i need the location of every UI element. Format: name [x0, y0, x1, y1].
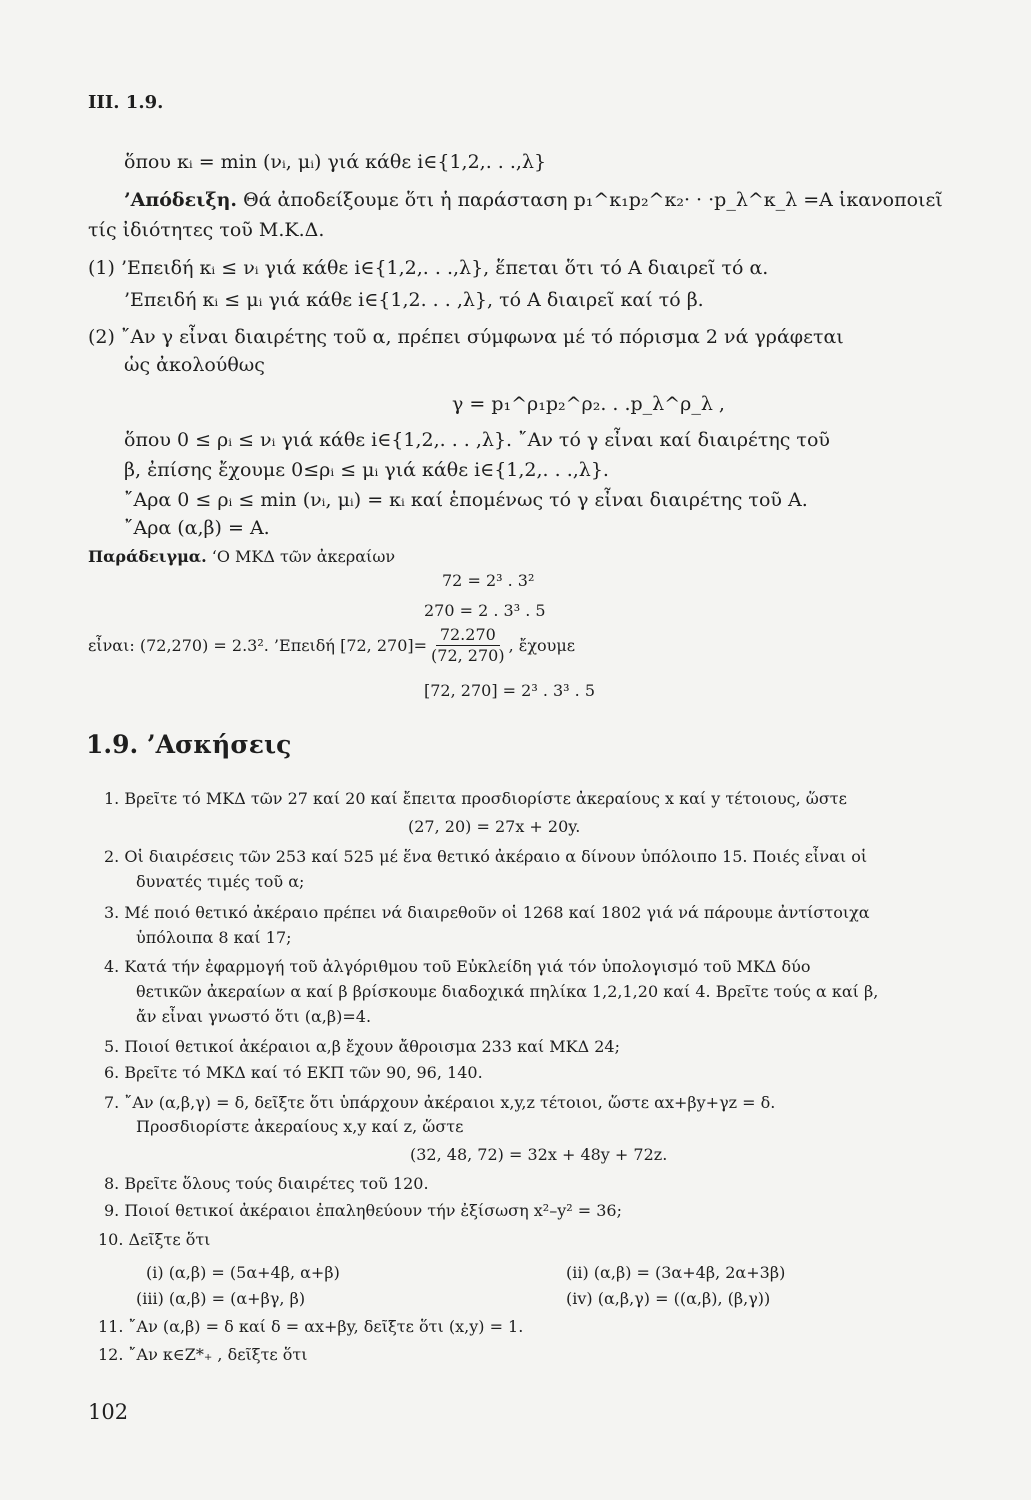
fraction-numerator: 72.270	[436, 625, 500, 646]
exercise-2a: 2. Οἱ διαιρέσεις τῶν 253 καί 525 μέ ἕνα θετικό ἀκέραιο α δίνουν ὑπόλοιπο 15. Ποιές εἶναι οἱ	[104, 847, 868, 866]
proof-step-2a: (2) ῎Αν γ εἶναι διαιρέτης τοῦ α, πρέπει σύμφωνα μέ τό πόρισμα 2 νά γράφεται	[88, 326, 844, 348]
running-head: III. 1.9.	[88, 92, 164, 113]
exercise-6: 6. Βρεῖτε τό MKΔ καί τό EKΠ τῶν 90, 96, 140.	[104, 1063, 483, 1082]
exercise-1: 1. Βρεῖτε τό MKΔ τῶν 27 καί 20 καί ἔπειτα προσδιορίστε ἀκεραίους x καί y τέτοιους, ὥστε	[104, 789, 847, 808]
exercise-2b: δυνατές τιμές τοῦ α;	[136, 872, 305, 891]
exercise-10-i: (i) (α,β) = (5α+4β, α+β)	[146, 1263, 340, 1282]
proof-step-1a: (1) ’Επειδή κᵢ ≤ νᵢ γιά κάθε i∈{1,2,. . .,λ}, ἕπεται ὅτι τό A διαιρεῖ τό α.	[88, 257, 769, 279]
exercise-3b: ὑπόλοιπα 8 καί 17;	[136, 928, 292, 947]
exercise-12: 12. ῎Αν κ∈Z*₊ , δεῖξτε ὅτι	[98, 1345, 308, 1364]
proof-step-2c: ὅπου 0 ≤ ρᵢ ≤ νᵢ γιά κάθε i∈{1,2,. . . ,λ}. ῎Αν τό γ εἶναι καί διαιρέτης τοῦ	[124, 429, 830, 451]
example-result-line	[88, 625, 575, 666]
proof-step-2d: β, ἐπίσης ἔχουμε 0≤ρᵢ ≤ μᵢ γιά κάθε i∈{1,2,. . .,λ}.	[124, 459, 609, 481]
exercise-4c: ἄν εἶναι γνωστό ὅτι (α,β)=4.	[136, 1007, 372, 1026]
proof-label: ’Απόδειξη.	[124, 189, 238, 211]
exercise-10-ii: (ii) (α,β) = (3α+4β, 2α+3β)	[566, 1263, 786, 1282]
example-result-suffix: , ἔχουμε	[508, 636, 576, 655]
exercise-11: 11. ῎Αν (α,β) = δ καί δ = αx+βy, δεῖξτε ὅτι (x,y) = 1.	[98, 1317, 524, 1336]
exercise-7a: 7. ῎Αν (α,β,γ) = δ, δεῖξτε ὅτι ὑπάρχουν ἀκέραιοι x,y,z τέτοιοι, ὥστε αx+βy+γz = δ.	[104, 1093, 776, 1112]
example-eq-270: 270 = 2 . 3³ . 5	[424, 601, 546, 620]
proof-step-2b: ὡς ἀκολούθως	[124, 354, 265, 376]
page-number: 102	[88, 1400, 129, 1424]
exercise-5: 5. Ποιοί θετικοί ἀκέραιοι α,β ἔχουν ἄθροισμα 233 καί MKΔ 24;	[104, 1037, 620, 1056]
exercise-9: 9. Ποιοί θετικοί ἀκέραιοι ἐπαληθεύουν τήν ἐξίσωση x²–y² = 36;	[104, 1201, 622, 1220]
exercise-1-eq: (27, 20) = 27x + 20y.	[408, 817, 581, 836]
exercise-7b: Προσδιορίστε ἀκεραίους x,y καί z, ὥστε	[136, 1117, 464, 1136]
example-intro	[88, 546, 395, 567]
proof-text-cont: τίς ἰδιότητες τοῦ M.K.Δ.	[88, 219, 325, 241]
fraction-denominator: (72, 270)	[431, 646, 505, 665]
example-fraction	[427, 625, 509, 666]
proof-step-2f: ῎Αρα (α,β) = A.	[124, 517, 270, 539]
exercise-4a: 4. Κατά τήν ἐφαρμογή τοῦ ἀλγόριθμου τοῦ Εὐκλείδη γιά τόν ὑπολογισμό τοῦ MKΔ δύο	[104, 957, 811, 976]
proof-where-line: ὅπου κᵢ = min (νᵢ, μᵢ) γιά κάθε i∈{1,2,. . .,λ}	[124, 151, 547, 173]
exercise-8: 8. Βρεῖτε ὅλους τούς διαιρέτες τοῦ 120.	[104, 1174, 429, 1193]
proof-step-1b: ’Επειδή κᵢ ≤ μᵢ γιά κάθε i∈{1,2. . . ,λ}, τό A διαιρεῖ καί τό β.	[124, 289, 704, 311]
example-result-prefix: εἶναι: (72,270) = 2.3². ’Επειδή [72, 270]=	[88, 636, 428, 655]
proof-statement	[124, 188, 943, 212]
exercise-4b: θετικῶν ἀκεραίων α καί β βρίσκουμε διαδοχικά πηλίκα 1,2,1,20 καί 4. Βρεῖτε τούς α καί β,	[136, 982, 879, 1001]
example-label: Παράδειγμα.	[88, 547, 207, 566]
proof-text: Θά ἀποδείξουμε ὅτι ἡ παράσταση p₁^κ₁p₂^κ₂· · ·p_λ^κ_λ =A ἱκανοποιεῖ	[237, 189, 943, 211]
exercise-10-iii: (iii) (α,β) = (α+βγ, β)	[136, 1289, 306, 1308]
section-title: 1.9. ’Ασκήσεις	[86, 730, 292, 759]
example-eq-lcm: [72, 270] = 2³ . 3³ . 5	[424, 681, 596, 700]
formula-gamma: γ = p₁^ρ₁p₂^ρ₂. . .p_λ^ρ_λ ,	[452, 393, 725, 415]
exercise-3a: 3. Μέ ποιό θετικό ἀκέραιο πρέπει νά διαιρεθοῦν οἱ 1268 καί 1802 γιά νά πάρουμε ἀντίστοιχα	[104, 903, 870, 922]
example-eq-72: 72 = 2³ . 3²	[442, 571, 535, 590]
proof-step-2e: ῎Αρα 0 ≤ ρᵢ ≤ min (νᵢ, μᵢ) = κᵢ καί ἑπομένως τό γ εἶναι διαιρέτης τοῦ A.	[124, 489, 808, 511]
exercise-10: 10. Δεῖξτε ὅτι	[98, 1230, 211, 1249]
exercise-7-eq: (32, 48, 72) = 32x + 48y + 72z.	[410, 1145, 668, 1164]
example-intro-text: ‘O MKΔ τῶν ἀκεραίων	[206, 547, 396, 566]
exercise-10-iv: (iv) (α,β,γ) = ((α,β), (β,γ))	[566, 1289, 771, 1308]
